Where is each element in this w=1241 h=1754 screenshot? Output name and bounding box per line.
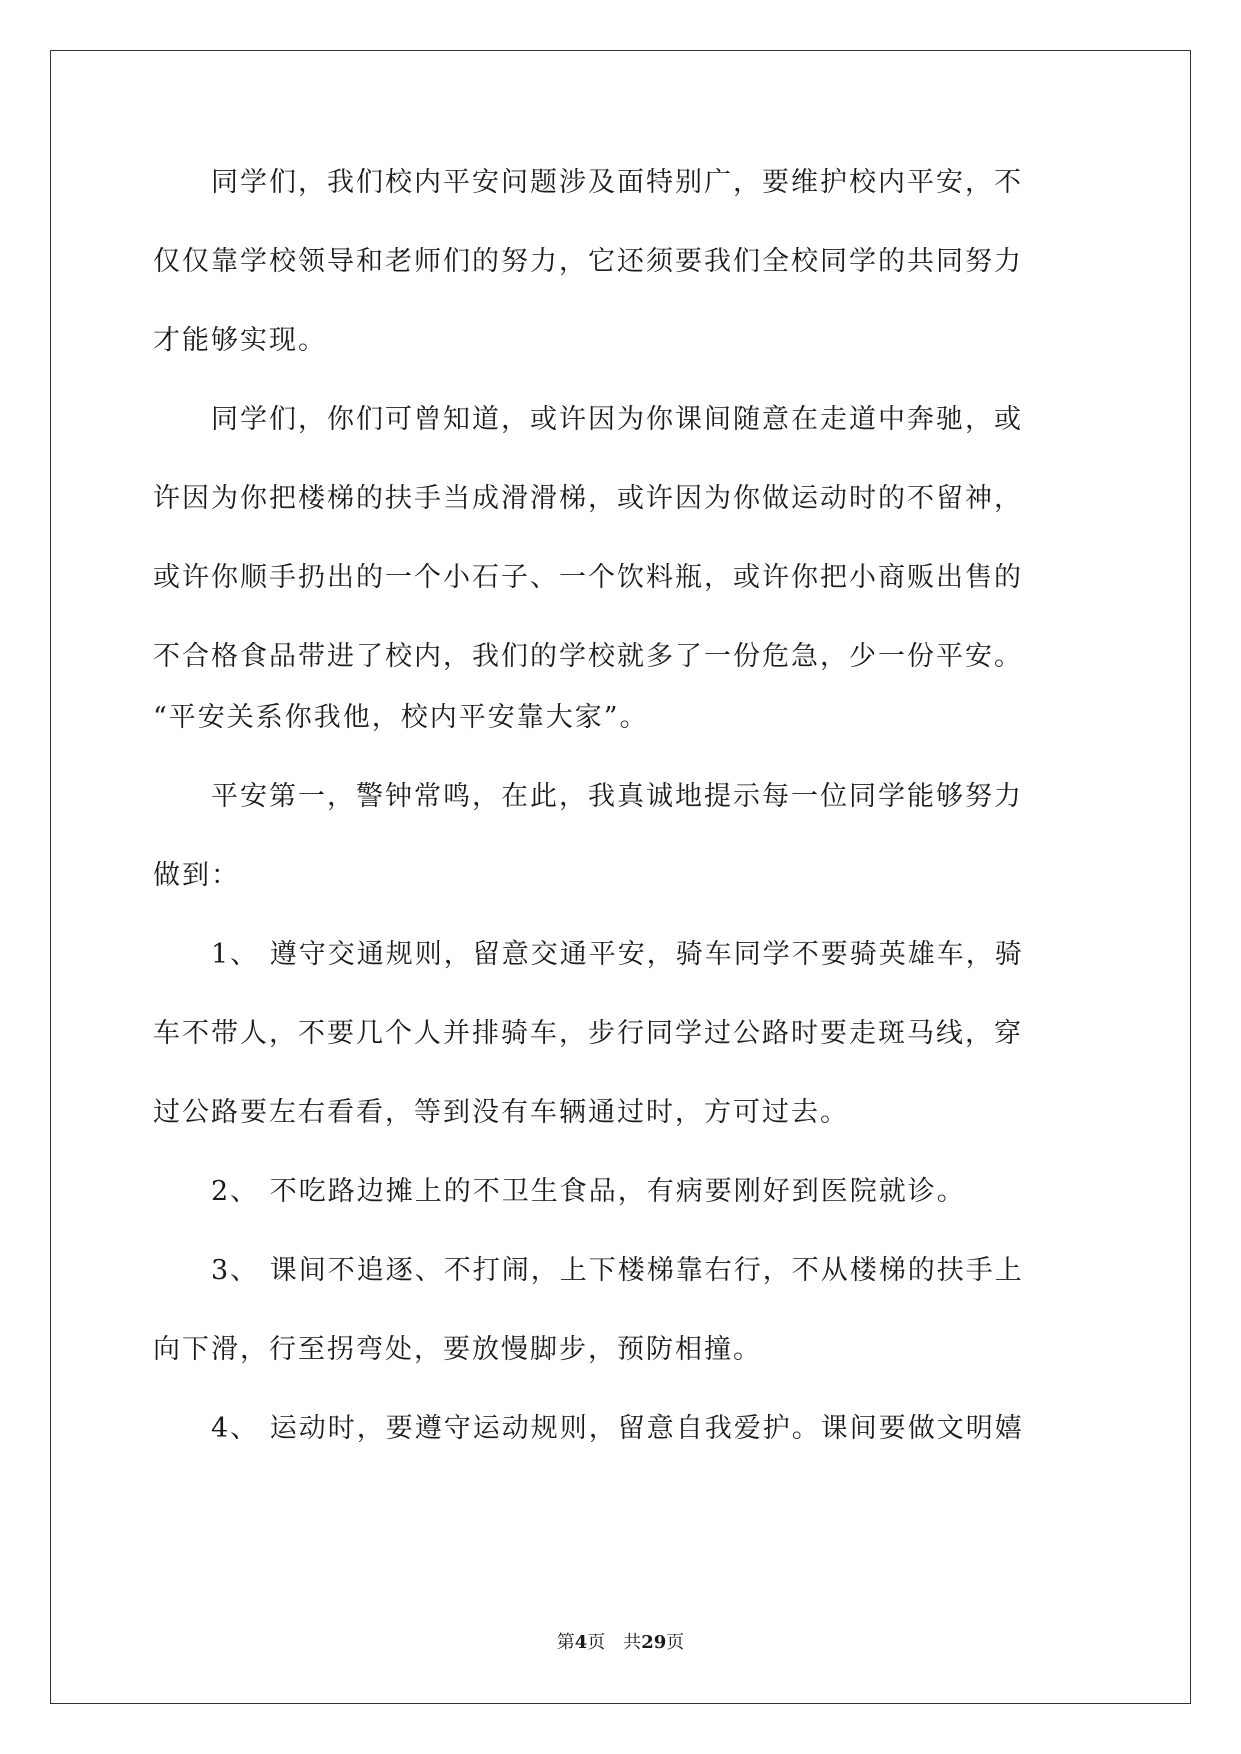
- text-line: 4、 运动时，要遵守运动规则，留意自我爱护。课间要做文明嬉: [153, 1413, 1024, 1444]
- text-line: 或许你顺手扔出的一个小石子、一个饮料瓶，或许你把小商贩出售的: [153, 562, 1023, 593]
- text-line: 不合格食品带进了校内，我们的学校就多了一份危急，少一份平安。: [153, 641, 1023, 672]
- text-line: 同学们，我们校内平安问题涉及面特别广，要维护校内平安，不: [153, 167, 1023, 198]
- footer-total-pages: 29: [641, 1632, 667, 1653]
- text-line: 平安第一，警钟常鸣，在此，我真诚地提示每一位同学能够努力: [153, 781, 1023, 812]
- text-line: 才能够实现。: [153, 325, 327, 356]
- text-line: 过公路要左右看看，等到没有车辆通过时，方可过去。: [153, 1097, 849, 1128]
- text-line: 1、 遵守交通规则，留意交通平安，骑车同学不要骑英雄车，骑: [153, 939, 1024, 970]
- text-line: 做到：: [153, 860, 240, 891]
- document-body: [153, 162, 1089, 1449]
- text-line: 同学们，你们可曾知道，或许因为你课间随意在走道中奔驰，或: [153, 404, 1023, 435]
- text-line: 仅仅靠学校领导和老师们的努力，它还须要我们全校同学的共同努力: [153, 246, 1023, 277]
- text-line: 2、 不吃路边摊上的不卫生食品，有病要刚好到医院就诊。: [153, 1176, 966, 1207]
- text-line: 许因为你把楼梯的扶手当成滑滑梯，或许因为你做运动时的不留神，: [153, 483, 1023, 514]
- text-line: 向下滑，行至拐弯处，要放慢脚步，预防相撞。: [153, 1334, 762, 1365]
- text-line: 3、 课间不追逐、不打闹，上下楼梯靠右行，不从楼梯的扶手上: [153, 1255, 1024, 1286]
- footer-prefix: 第: [556, 1632, 575, 1653]
- text-line: 车不带人，不要几个人并排骑车，步行同学过公路时要走斑马线，穿: [153, 1018, 1023, 1049]
- page-footer: [0, 1628, 1241, 1654]
- text-line: “平安关系你我他，校内平安靠大家”。: [153, 702, 649, 733]
- footer-suffix: 页: [666, 1632, 685, 1653]
- footer-page-number: 4: [574, 1632, 588, 1653]
- footer-mid: 页 共: [587, 1632, 642, 1653]
